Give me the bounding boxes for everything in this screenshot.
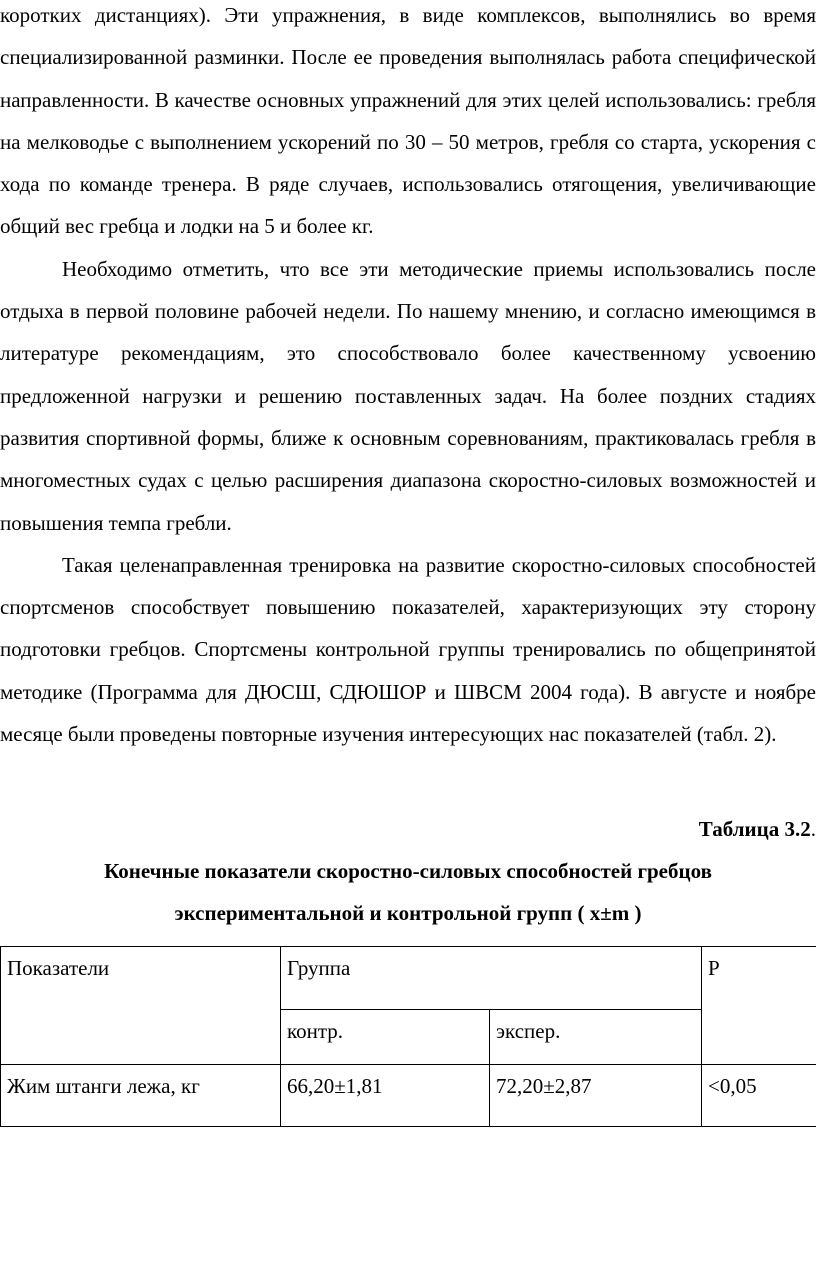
- paragraph-3: Такая целенаправленная тренировка на развитие скоростно-силовых способностей спортсменов способствует повышению показателей, характеризующих эту сторону подготовки гребцов. Спортсмены контрольной группы тренировались по общепринятой методике (Программа для ДЮСШ, СДЮШОР и ШВСМ 2004 года). В августе и ноябре месяце были проведены повторные изучения интересующих нас показателей (табл. 2).: [0, 552, 816, 747]
- table-number: [0, 808, 816, 850]
- paragraph-1: коротких дистанциях). Эти упражнения, в виде комплексов, выполнялись во время специализированной разминки. После ее проведения выполнялась работа специфической направленности. В качестве основных упражнений для этих целей использовались: гребля на мелководье с выполнением ускорений по 30 – 50 метров, гребля со старта, ускорения с хода по команде тренера. В ряде случаев, использовались отягощения, увеличивающие общий вес гребца и лодки на 5 и более кг.: [0, 3, 816, 239]
- table-caption-line-2: экспериментальной и контрольной групп ( x±m ): [174, 901, 642, 926]
- cell-control: 66,20±1,81: [281, 1065, 490, 1127]
- spacer: [0, 755, 816, 808]
- table-row: [1, 1065, 816, 1127]
- cell-p: <0,05: [702, 1065, 816, 1127]
- header-p: P: [702, 947, 816, 1065]
- header-control: контр.: [281, 1010, 490, 1065]
- cell-experimental: 72,20±2,87: [490, 1065, 702, 1127]
- table-caption-line-1: Конечные показатели скоростно-силовых способностей гребцов: [104, 859, 712, 884]
- cell-indicator: Жим штанги лежа, кг: [1, 1065, 281, 1127]
- results-table: [0, 946, 816, 1127]
- header-group: Группа: [281, 947, 702, 1010]
- header-indicators: Показатели: [1, 947, 281, 1065]
- table-header-row: [1, 947, 816, 1010]
- table-number-suffix: .: [810, 817, 816, 842]
- table-number-text: Таблица 3.2: [698, 817, 811, 842]
- paragraph-2: Необходимо отметить, что все эти методические приемы использовались после отдыха в первой половине рабочей недели. По нашему мнению, и согласно имеющимся в литературе рекомендациям, это способствовало более качественному усвоению предложенной нагрузки и решению поставленных задач. На более поздних стадиях развития спортивной формы, ближе к основным соревнованиям, практиковалась гребля в многоместных судах с целью расширения диапазона скоростно-силовых возможностей и повышения темпа гребли.: [0, 256, 816, 535]
- header-experimental: экспер.: [490, 1010, 702, 1065]
